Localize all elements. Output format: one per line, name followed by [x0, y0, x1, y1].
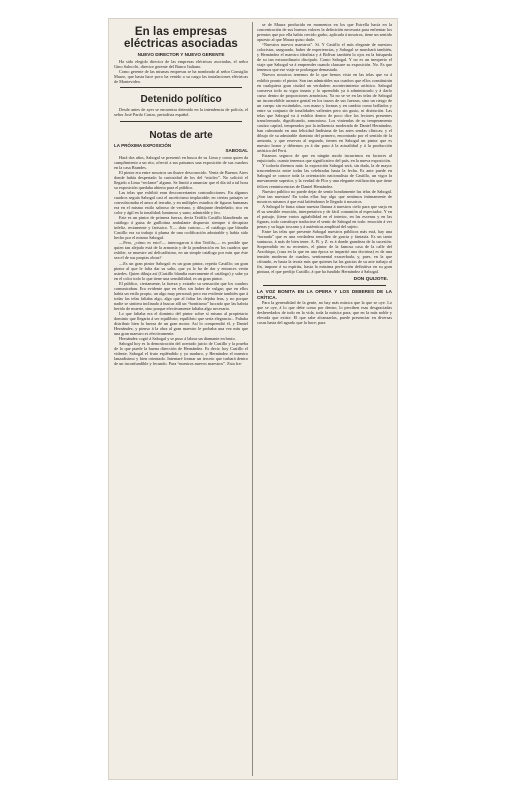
paragraph: A Sabogal le basta situar nuestra llanura á nuestros cielo para que surja en él su sensible emoción, interpretativa y de fácil comunión al espectador. Y en el paisaje, (tiene varios agitabilidad en el interior, en las escenas y en las figuras, todo constituye traducirse el sentir de Sabogal en todo: emoción á ver penas y su lugar toscano y á auténticas amplitud del sujeto.: [257, 203, 392, 229]
section-rule: [120, 87, 242, 88]
paragraph: Estamos seguros de que en ningún modo incurrimos en factores al enjuiciarlo, cuanto tenemos que significativo del país, en la nueva exposición.: [257, 153, 392, 164]
paragraph: Nuestro público no puede dejar de sentir hondamente las telas de Sabogal. ¡Son tan nuestras! En todas ellas hay algo que sentimos íntimamente de nosotros mismos á que está latiéndonos le llegado á nosotros.: [257, 188, 392, 204]
column-divider: [252, 22, 253, 776]
paragraph: El pintor era entre nosotros un ilustre desconocido. Venía de Buenos Aires donde había despertado la curiosidad de los del “núcleo”. No solicitó el llegado a Lima “reclame” alguno. Se limitó a anunciar que el día tal a tal hora su exposición quedaba abierta para el público.: [114, 169, 248, 190]
paragraph: “Nuestros nuevos maestros”. Sí. Y Castillo el más elegante de nuestros coloristas, asegurado, haber de experiencias, y Sabogal se marchará también, y Hernández el maestro idealista y á Bolívar también lo ojos en la búsqueda de su tan extraordinario discípulo. Como Sabogal. Y no es un inexperto el viaje que Sabogal va á emprender cuando clausure su exposición. No. Es que tenemos que ese viaje se prolongue demasiado.: [257, 42, 392, 73]
headline-notas-de-arte: Notas de arte: [149, 129, 213, 141]
section-rule: [120, 121, 242, 124]
paragraph: Y todavía diremos más: la exposición Sabogal será, sin duda, la de mayor trascendencia entre todas las celebradas hasta la fecha. Es ante puede en Sabogal se conoce toda la orientación nacionalista de Castillo, un vigor la nuevamente superior, y la verdad de Flor y una elegante estilización que tiene felices reminiscencias de Daniel Hernández.: [257, 163, 392, 189]
paragraph: Este es un pintor de primera fuerza, decía Teófilo Castillo blandiendo un catálogo á guisa de guillotina ambulante dispuesto siempre á decapitar infeliz, rectamente y farisaico. Y— dato curioso— el catálogo que blandía Castillo era su trabajo á pluma de una codificación admirable y había sido hecho por el mismo Sabogal.: [114, 215, 248, 241]
column-right: [257, 22, 392, 776]
subheadline-director-gerente: NUEVO DIRECTOR Y NUEVO GERENTE: [137, 52, 225, 57]
paragraph: Sabogal hoy es la demostración del acertado juicio de Castillo y la prueba de lo que puede la buena dirección de Hernández. Es decir; hoy Castillo el vidente, Sabogal el fruto espléndido y ya maduro, y Hernández el maestro lanzadisimo y bien orientado. Intentaré formar un terceto que turbará dentro de un inconfundible y fecundo. Para “nuestros nuevos maestros”. Esta fra-: [114, 341, 248, 367]
paragraph: —Es un gran pintor Sabogal: es un gran pintor, repetía Castillo; un gran pintor al que le falta dar su salto, que ya lo ha de dar y entonces verán ustedes. Quien dibuja así (Castillo blandía nuevamente el catálogo) y sabe ya en el color todo lo que tiene una sensibilidad, es un gran pintor.: [114, 260, 248, 281]
paragraph: Como gerente de las mismas empresas se ha nombrado al señor Consiglio Marzo, que hasta hace poco ha venido a su cargo las instalaciones eléctricas de Montevideo.: [114, 69, 248, 85]
paragraph: Desde antes de ayer se encuentra detenido en la intendencia de policía, el señor José Pardo Castro, periodista español.: [114, 107, 248, 118]
headline-empresas-electricas: En las empresas eléctricas asociadas: [124, 26, 238, 50]
article-notas-de-arte-body: [114, 155, 248, 367]
paragraph: Las telas que exhibió eran desconcertantes contradicciones. En algunos cuadros seguía Sabogal casi el asceticismo implacable; en ciertas paisajes se convulsionaba el amor al terruño, y en múltiples estudios de figuras humanas era en el mismo estilo sabroso de verismo, y dibujante desdeñado; rico en color y ágil en la tonalidad; luminoso y sano; admirable y feo.: [114, 189, 248, 216]
paragraph: se de Maura producida en momentos en los que Estrella hacía en la concentración de sus buenos valores la definición necesaria para enfrentar los premios que por ella había crecido garbo, aplicada á nosotros, tiene un sentido opuesto al que Maura quiso darle.: [257, 22, 392, 43]
paragraph: Ha sido elegido director de las empresas eléctricas asociadas, el señor Gino Salocchi, director gerente del Banco Italiano.: [114, 59, 248, 70]
subheadline-voz-bonita: LA VOZ BONITA EN LA OPERA Y LOS DEBERES DE LA CRÍTICA.: [257, 289, 392, 300]
section-label-proxima-exposicion: LA PRÓXIMA EXPOSICIÓN: [114, 142, 172, 148]
paragraph: Hernández cogió á Sabogal y se puso á labrar un diamante en bruto.: [119, 336, 236, 342]
article-notas-de-arte-continued: [257, 22, 392, 274]
paragraph: Lo que faltaba era el dominio del pintor sobre sí mismo al propietario dominio que llegaría á ser equilibrio; equilibrio que sería elegancia... Faltaba distribuir bien la fuerza de un gran motor. Así lo comprendió él, y Daniel Hernández, y pienso á la obra al gran maestro le probaba una vez más que una gran maestro es efectivamente.: [114, 310, 248, 337]
paragraph: Para la generalidad de la gente, no hay más música que la que se oye. Lo que se oye, á lo que debe como por dentro, lo perciben esas desgraciadas desheredados de todo en la vida, toda la música para, que en la más noble y elevada que existe. El que sabe alcanzarlas, puede presenciar en diversas cosas hasta del agrado que la hace; para: [257, 299, 392, 326]
column-left: [114, 22, 248, 776]
paragraph: Entre las telas que presente Sabogal nuestros públicos más está, hay una “tornada” que es una verdadera sencillez de gracia y fantasía. Es un tanto suntuoso, á más de bien tener. A. B. y Z. es á donde grandeza de la sucesión. Sorprendido en su recientes, el pintor de la famosa casa de la calle del Arzobispo, (casa en la que en una época se impartió una doctrina) es de una tensión moderna de cuadros, sentimental exacerbada, y, pues, en la que cifrando, es hasta la teoría más que quienes ha las gracias de su arte trabajo al fin, impone á su espíritu, hasta la máxima perfección definitiva en su gran pintura, el que predijo Castillo, á que ha fundido Hernández á Sabogal.: [257, 228, 392, 275]
paragraph: Nuevos nosotros tenemos de lo que hemos visto en las telas que va á exhibir pronto el pintor. Son tan admirables sus cuadros que ellos constituirán en cualquiera gran ciudad un verdadero acontecimiento artístico. Sabogal conserva todo su vigor innato y lo aprendido ya á administrarlo y á darlo curso dentro de proporciones armónicas. Ya no se ve en las telas de Sabogal un inconcebible arrastre genial en los trazos de sus fuerzas, sino un riesgo de un cuerpo sin escándalos, con mano y formas y en cambio como brillados y entre su conjunto de tonalidades valientes pero sin gusto, ni distinción. Las telas que Sabogal va á exhibir dentro de poco dice los lectores presentes transformado, dignificando, armonioso. Los viniendas de su temperamento castizo capital, temperados por la influencia moderada de Daniel Hernández, han culminado en una felicidad lindísima de las artes sendas clásicas; y el dibujo de su admirable dominio del primero, encontrado por el sentido de la armonía, y que reservas al segundo, tienen en Sabogal un pintor que es nuestro honor y debemos ya á dar paso á la actualidad y á la producción artística del Perú.: [257, 72, 392, 154]
paragraph: Hará dos años, Sabogal se presentó en busca de su Lima y como quien da cumplimiento a un rito, ofreció a sus paisanos una exposición de sus cuadros en la casa Brandes.: [114, 154, 248, 170]
section-label-sabogal: SABOGAL: [225, 147, 248, 153]
section-rule: [263, 285, 386, 286]
headline-detenido-politico: Detenido político: [140, 94, 222, 106]
signature-don-quijote: DON QUIJOTE.: [353, 277, 388, 283]
paragraph: El público, ciertamente, la fuerza y extraño su sensación que los cuadros comunicaban. Era evidente que en ellos sin haber de vulgar; que en ellos había un estilo propio, un algo muy personal; pero era evidente también que á todas las telas faltaba algo, algo que al faltar las dejaba feas, y no porque nadie se sintiera inclinado á buscar allí un “bonitismo” lucrado que las habría herido de muerte, sino porque efectivamente faltaba algo necesario.: [114, 280, 248, 311]
paragraph: —Pero, ¿cómo es esto?— interrogaron á don Teófilo,— es posible que quien tan alejado está de la armonía y de la ponderación en los cuadros que exhibe, se muestre así delicadísimo, en un simple catálogo por más que éste sea el de sus propias obras?: [114, 240, 248, 261]
article-empresas-body: [114, 59, 248, 84]
newspaper-clipping: [108, 18, 398, 780]
